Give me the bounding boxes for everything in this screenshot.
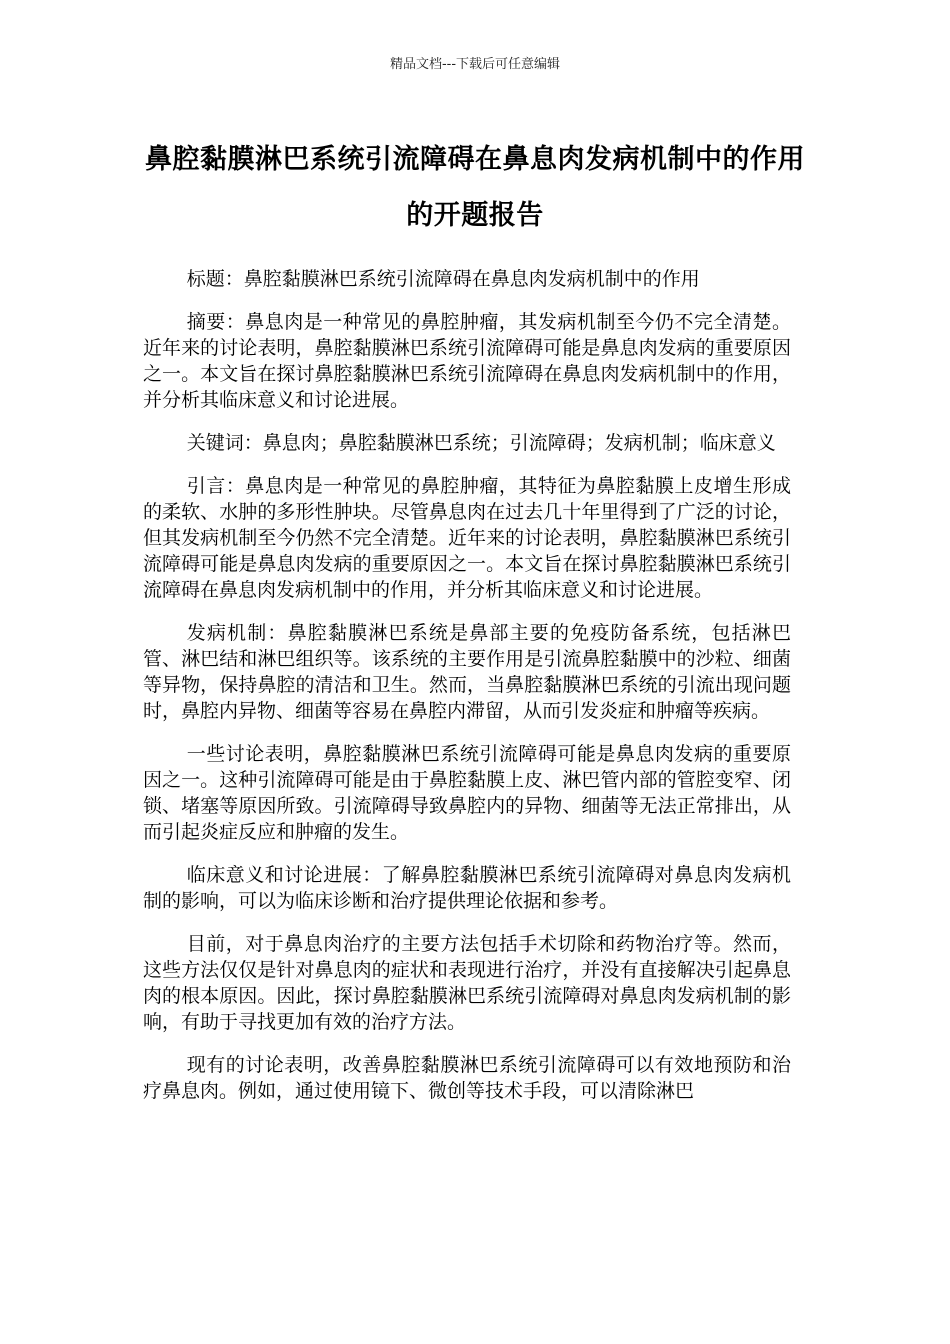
paragraph-heading: 标题：鼻腔黏膜淋巴系统引流障碍在鼻息肉发病机制中的作用 [186, 268, 700, 290]
paragraph-pathogenesis: 发病机制：鼻腔黏膜淋巴系统是鼻部主要的免疫防备系统，包括淋巴管、淋巴结和淋巴组织等。该系统的主要作用是引流鼻腔黏膜中的沙粒、细菌等异物，保持鼻腔的清洁和卫生。然而，当鼻腔黏膜淋巴系统的引流出现问题时，鼻腔内异物、细菌等容易在鼻腔内滞留，从而引发炎症和肿瘤等疾病。 [143, 622, 791, 722]
paragraph-current-treatment: 目前，对于鼻息肉治疗的主要方法包括手术切除和药物治疗等。然而，这些方法仅仅是针对鼻息肉的症状和表现进行治疗，并没有直接解决引起鼻息肉的根本原因。因此，探讨鼻腔黏膜淋巴系统引流障碍对鼻息肉发病机制的影响，有助于寻找更加有效的治疗方法。 [143, 933, 791, 1033]
paragraph-existing-research: 现有的讨论表明，改善鼻腔黏膜淋巴系统引流障碍可以有效地预防和治疗鼻息肉。例如，通过使用镜下、微创等技术手段，可以清除淋巴 [143, 1054, 791, 1102]
paragraph-introduction: 引言：鼻息肉是一种常见的鼻腔肿瘤，其特征为鼻腔黏膜上皮增生形成的柔软、水肿的多形性肿块。尽管鼻息肉在过去几十年里得到了广泛的讨论，但其发病机制至今仍然不完全清楚。近年来的讨论表明，鼻腔黏膜淋巴系统引流障碍可能是鼻息肉发病的重要原因之一。本文旨在探讨鼻腔黏膜淋巴系统引流障碍在鼻息肉发病机制中的作用，并分析其临床意义和讨论进展。 [143, 475, 791, 601]
page-title: 鼻腔黏膜淋巴系统引流障碍在鼻息肉发病机制中的作用的开题报告 [145, 144, 805, 231]
document-body [143, 266, 791, 1121]
paragraph-keywords: 关键词：鼻息肉；鼻腔黏膜淋巴系统；引流障碍；发病机制；临床意义 [186, 432, 776, 454]
paragraph-research: 一些讨论表明，鼻腔黏膜淋巴系统引流障碍可能是鼻息肉发病的重要原因之一。这种引流障碍可能是由于鼻腔黏膜上皮、淋巴管内部的管腔变窄、闭锁、堵塞等原因所致。引流障碍导致鼻腔内的异物、细菌等无法正常排出，从而引起炎症反应和肿瘤的发生。 [143, 743, 791, 843]
paragraph-clinical-significance: 临床意义和讨论进展：了解鼻腔黏膜淋巴系统引流障碍对鼻息肉发病机制的影响，可以为临床诊断和治疗提供理论依据和参考。 [143, 864, 791, 912]
header-note: 精品文档---下载后可任意编辑 [389, 57, 561, 72]
paragraph-abstract: 摘要：鼻息肉是一种常见的鼻腔肿瘤，其发病机制至今仍不完全清楚。近年来的讨论表明，鼻腔黏膜淋巴系统引流障碍可能是鼻息肉发病的重要原因之一。本文旨在探讨鼻腔黏膜淋巴系统引流障碍在鼻息肉发病机制中的作用，并分析其临床意义和讨论进展。 [143, 311, 791, 411]
